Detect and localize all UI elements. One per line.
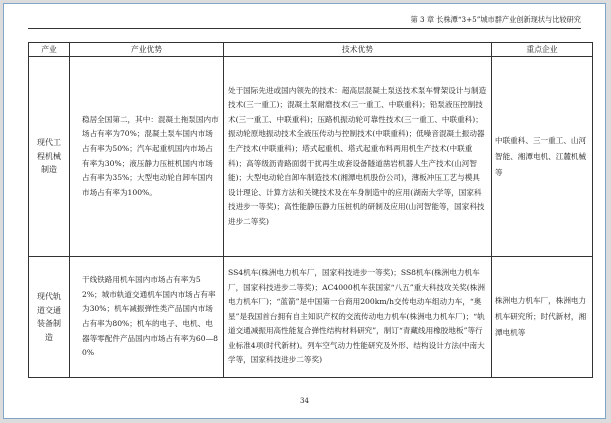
table-row <box>29 57 593 257</box>
industry-advantage-cell: 稳居全国第二，其中：混凝土拖泵国内市场占有率为70%；混凝土泵车国内市场占有率为50%；汽车起重机国内市场占有率为30%；液压静力压桩机国内市场占有率为35%；大型电动轮自卸车国内市场占有率为100%。 <box>70 57 224 257</box>
table-header-row <box>29 43 593 57</box>
column-header-technology-advantage: 技术优势 <box>224 43 492 57</box>
table-row <box>29 257 593 378</box>
document-page <box>3 3 606 419</box>
industry-advantage-cell: 干线铁路用机车国内市场占有率为52%；城市轨道交通机车国内市场占有率为30%；机车减振弹性类产品国内市场占有率为80%；机车的电子、电机、电器等零配件产品国内市场占有率为60—80% <box>70 257 224 378</box>
industry-cell: 现代轨道交通装备制造 <box>29 257 70 378</box>
column-header-key-enterprises: 重点企业 <box>492 43 593 57</box>
running-header: 第 3 章 长株潭“3+5”城市群产业创新现状与比较研究 <box>28 10 581 29</box>
technology-advantage-cell: SS4机车(株洲电力机车厂，国家科技进步一等奖)；SS8机车(株洲电力机车厂，国家科技进步二等奖)；AC4000机车获国家“八五”重大科技攻关奖(株洲电力机车厂)；“蓝箭”是中国第一台商用200km/h交传电动车组动力车，“奥星”是我国首台拥有自主知识产权的交流传动电力机车(株洲电力机车厂)；“轨道交通减振用高性能复合弹性结构材料研究”，制订“青藏线用橡胶地板”等行业标准4项(时代新材)。列车空气动力性能研究及外形、结构设计方法(中南大学等，国家科技进步二等奖) <box>224 257 492 378</box>
technology-advantage-cell: 处于国际先进或国内领先的技术：超高层混凝土泵送技术泵车臂架设计与制造技术(三一重工)；混凝土泵耐磨技术(三一重工、中联重科)；铅泵液压控制技术(三一重工、中联重科)；压路机振动轮可靠性技术(三一重工、中联重科)；振动轮原地振动技术全液压传动与控制技术(中联重科)；低噪音混凝土振动器生产技术(中联重科)；塔式起重机、塔式起重布料两用机生产技术(中联重科)；高等级沥青路面弱干扰再生成套设备隧道凿岩机器人生产技术(山河智能)；大型电动轮自卸车制造技术(湘潭电机股份公司)，薄板冲压工艺与模具设计理论、计算方法和关键技术及在车身制造中的应用(湖南大学等，国家科技进步一等奖)；高性能静压静力压桩机的研制及应用(山河智能等，国家科技进步二等奖) <box>224 57 492 257</box>
key-enterprises-cell: 株洲电力机车厂，株洲电力机车研究所；时代新材，湘潭电机等 <box>492 257 593 378</box>
column-header-industry: 产业 <box>29 43 70 57</box>
key-enterprises-cell: 中联重科、三一重工、山河智能、湘潭电机、江麓机械等 <box>492 57 593 257</box>
page-number: 34 <box>300 397 309 405</box>
industry-comparison-table <box>28 42 593 378</box>
column-header-industry-advantage: 产业优势 <box>70 43 224 57</box>
industry-cell: 现代工程机械制造 <box>29 57 70 257</box>
